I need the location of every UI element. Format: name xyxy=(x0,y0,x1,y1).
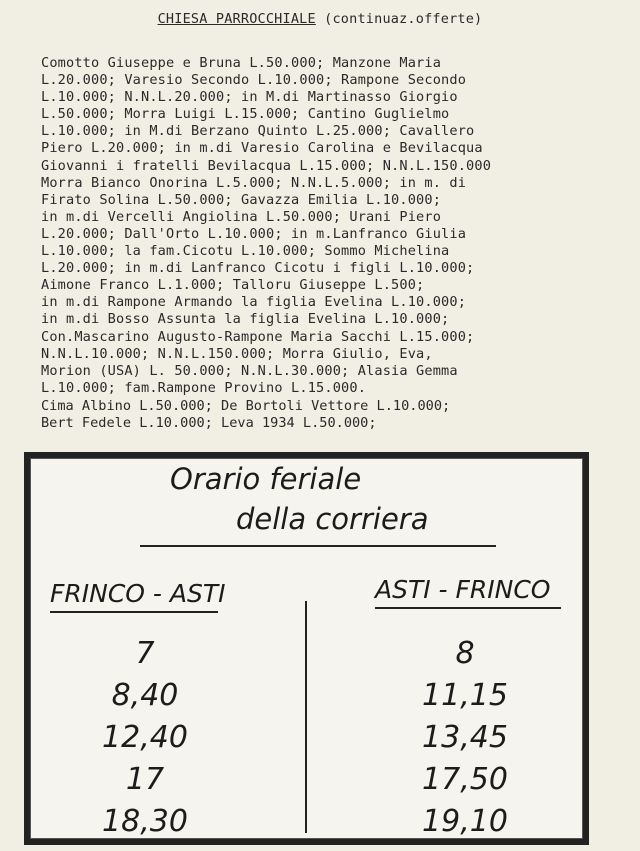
offerta-line: L.20.000; Varesio Secondo L.10.000; Rampone Secondo xyxy=(41,72,467,89)
column-header-frinco-asti: FRINCO - ASTI xyxy=(50,579,226,608)
departure-time-frinco-asti: 8,40 xyxy=(111,678,179,713)
bus-schedule-board xyxy=(24,452,589,845)
section-header xyxy=(0,11,640,27)
offerta-line: Cima Albino L.50.000; De Bortoli Vettore L.10.000; xyxy=(41,398,451,414)
departure-time-frinco-asti: 17 xyxy=(125,762,165,797)
column-underline-left xyxy=(50,611,218,613)
offerta-line: L.10.000; in M.di Berzano Quinto L.25.000; Cavallero xyxy=(41,123,475,140)
offerte-list xyxy=(41,55,631,397)
offerta-line: L.10.000; fam.Rampone Provino L.15.000. xyxy=(41,379,367,396)
departures-asti-frinco xyxy=(390,633,590,843)
offerta-line: Firato Solina L.50.000; Gavazza Emilia L.10.000; xyxy=(41,191,442,208)
offerta-line: Giovanni i fratelli Bevilacqua L.15.000; N.N.L.150.000 xyxy=(41,157,492,174)
section-subtitle: (continuaz.offerte) xyxy=(324,11,483,27)
extra-offerte-list xyxy=(41,398,631,432)
offerta-line: Aimone Franco L.1.000; Talloru Giuseppe L.500; xyxy=(41,277,425,294)
offerta-line: Comotto Giuseppe e Bruna L.50.000; Manzone Maria xyxy=(41,55,442,71)
departure-time-asti-frinco: 19,10 xyxy=(422,804,508,839)
departures-frinco-asti xyxy=(70,633,270,843)
offerta-line: L.10.000; la fam.Cicotu L.10.000; Sommo Michelina xyxy=(41,243,450,260)
offerta-line: Con.Mascarino Augusto-Rampone Maria Sacchi L.15.000; xyxy=(41,328,475,345)
departure-time-frinco-asti: 12,40 xyxy=(102,720,188,755)
section-title: CHIESA PARROCCHIALE xyxy=(157,11,316,27)
offerta-line: in m.di Rampone Armando la figlia Evelina L.10.000; xyxy=(41,294,467,311)
offerta-line: L.50.000; Morra Luigi L.15.000; Cantino Guglielmo xyxy=(41,106,450,123)
offerta-line: L.10.000; N.N.L.20.000; in M.di Martinasso Giorgio xyxy=(41,89,458,106)
offerta-line: L.20.000; Dall'Orto L.10.000; in m.Lanfranco Giulia xyxy=(41,225,467,242)
departure-time-asti-frinco: 11,15 xyxy=(422,678,508,713)
offerta-line: in m.di Vercelli Angiolina L.50.000; Urani Piero xyxy=(41,208,442,225)
offerta-line: N.N.L.10.000; N.N.L.150.000; Morra Giulio, Eva, xyxy=(41,345,433,362)
column-divider xyxy=(305,601,307,833)
departure-time-asti-frinco: 8 xyxy=(455,636,475,671)
offerta-line: Morra Bianco Onorina L.5.000; N.N.L.5.000; in m. di xyxy=(41,174,467,191)
offerta-line: Morion (USA) L. 50.000; N.N.L.30.000; Alasia Gemma xyxy=(41,362,458,379)
departure-time-frinco-asti: 7 xyxy=(135,636,155,671)
departure-time-frinco-asti: 18,30 xyxy=(102,804,188,839)
column-underline-right xyxy=(375,607,561,609)
departure-time-asti-frinco: 17,50 xyxy=(422,762,508,797)
offerta-line: L.20.000; in m.di Lanfranco Cicotu i figli L.10.000; xyxy=(41,260,475,277)
departure-time-asti-frinco: 13,45 xyxy=(422,720,508,755)
schedule-title-line1: Orario feriale xyxy=(170,462,362,496)
column-header-asti-frinco: ASTI - FRINCO xyxy=(375,575,551,604)
schedule-title-line2: della corriera xyxy=(236,502,429,536)
offerta-line: Piero L.20.000; in m.di Varesio Carolina e Bevilacqua xyxy=(41,140,483,157)
offerta-line: Bert Fedele L.10.000; Leva 1934 L.50.000; xyxy=(41,415,377,431)
offerta-line: in m.di Bosso Assunta la figlia Evelina L.10.000; xyxy=(41,311,450,328)
title-underline xyxy=(140,545,496,547)
